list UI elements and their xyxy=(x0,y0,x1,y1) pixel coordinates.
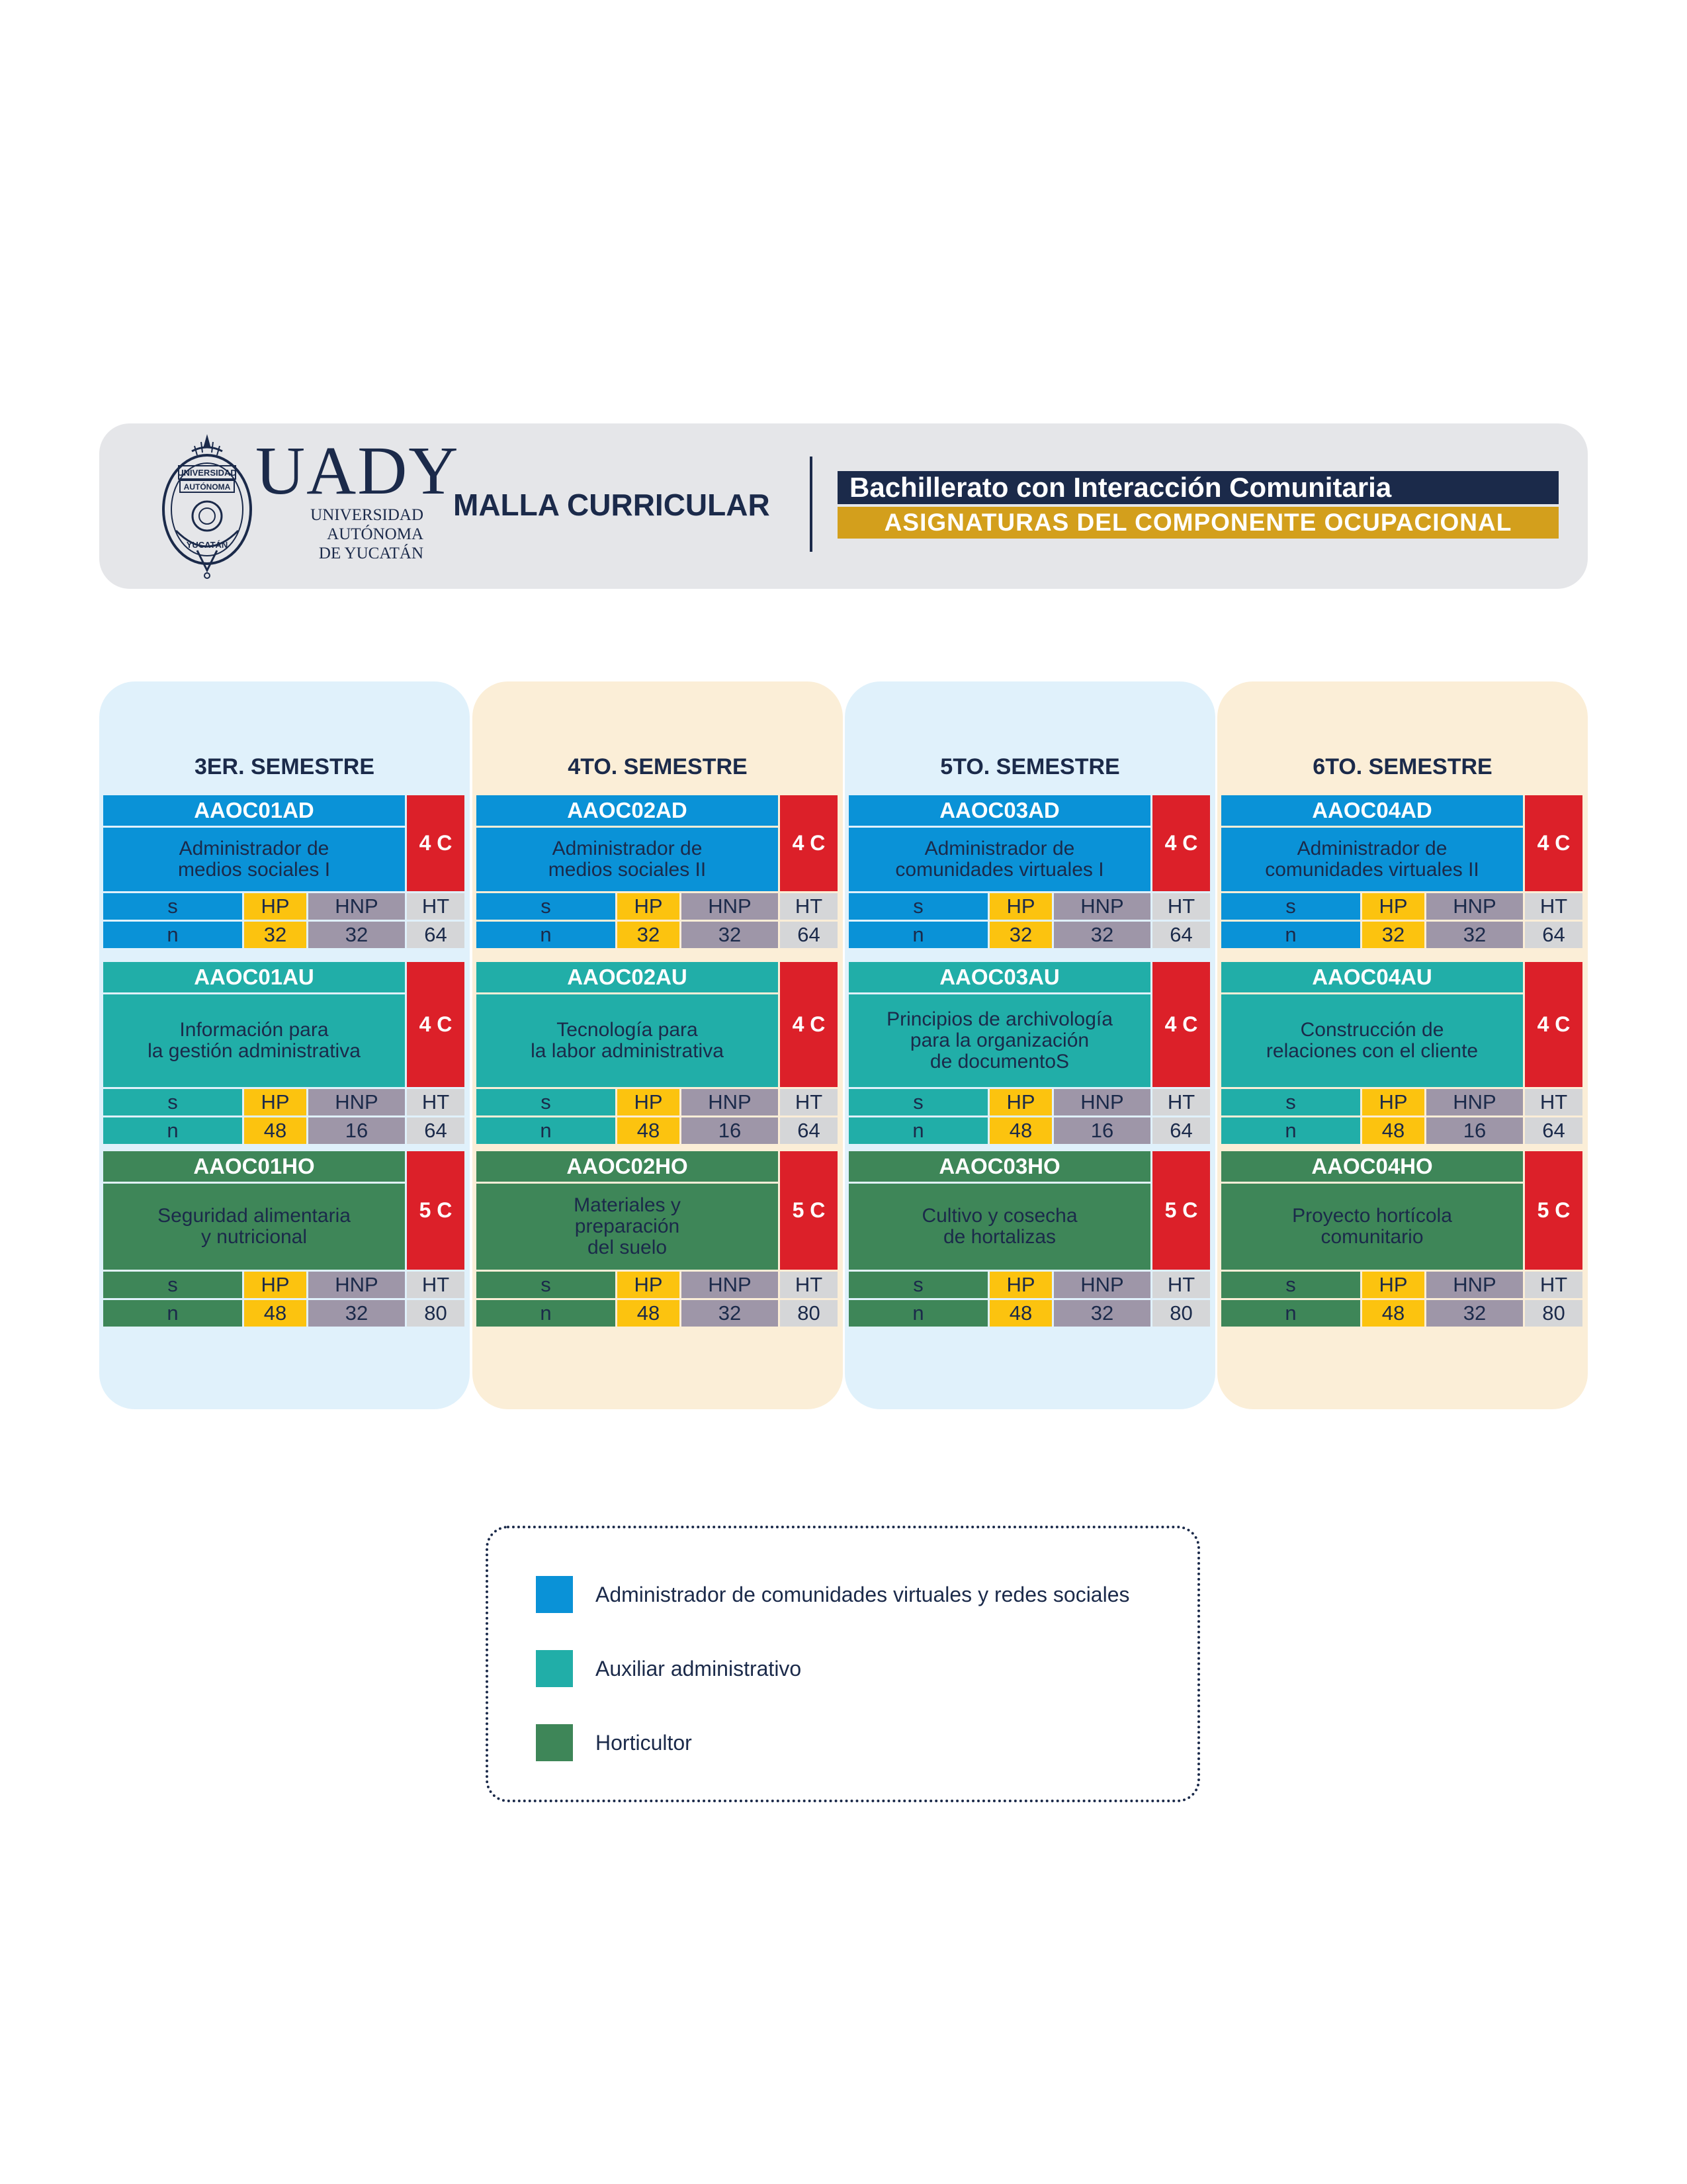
course-name-line: Administrador de xyxy=(924,838,1075,859)
label-n: n xyxy=(849,1117,988,1144)
course-name-text xyxy=(887,1009,1113,1072)
course-card-auxiliar xyxy=(1221,962,1582,1144)
course-name-line: Seguridad alimentaria xyxy=(157,1205,351,1227)
label-hp: HP xyxy=(244,1272,306,1298)
course-name xyxy=(1221,828,1523,891)
semester-column xyxy=(99,681,470,1409)
semester-title: 5TO. SEMESTRE xyxy=(940,754,1120,779)
hours-value-row xyxy=(849,1300,1210,1327)
label-hp: HP xyxy=(1362,893,1424,920)
ht-value: 64 xyxy=(407,922,464,948)
course-code: AAOC02AD xyxy=(476,795,778,826)
program-title: Bachillerato con Interacción Comunitaria xyxy=(838,471,1559,504)
label-hnp: HNP xyxy=(1426,1089,1523,1115)
hp-value: 32 xyxy=(244,922,306,948)
credits-badge: 5 C xyxy=(780,1151,838,1270)
label-n: n xyxy=(1221,1117,1360,1144)
label-s: s xyxy=(849,1272,988,1298)
label-ht: HT xyxy=(1152,893,1210,920)
hp-value: 48 xyxy=(1362,1117,1424,1144)
course-name xyxy=(849,1184,1150,1270)
credits-badge: 5 C xyxy=(407,1151,464,1270)
hours-value-row xyxy=(849,1117,1210,1144)
hp-value: 48 xyxy=(617,1117,679,1144)
hnp-value: 32 xyxy=(308,922,405,948)
credits-badge: 4 C xyxy=(1525,795,1582,891)
ht-value: 64 xyxy=(780,1117,838,1144)
hours-value-row xyxy=(476,922,838,948)
course-name-line: comunitario xyxy=(1320,1226,1424,1248)
hp-value: 48 xyxy=(244,1117,306,1144)
label-hp: HP xyxy=(244,893,306,920)
course-name xyxy=(103,994,405,1087)
hnp-value: 32 xyxy=(1426,1300,1523,1327)
course-card-auxiliar xyxy=(103,962,464,1144)
label-ht: HT xyxy=(1525,1089,1582,1115)
label-n: n xyxy=(476,1117,615,1144)
label-n: n xyxy=(103,1117,242,1144)
semester-title: 6TO. SEMESTRE xyxy=(1313,754,1492,779)
label-s: s xyxy=(1221,1089,1360,1115)
course-name xyxy=(1221,1184,1523,1270)
course-card-horticultor xyxy=(1221,1151,1582,1327)
course-name-line: y nutricional xyxy=(200,1226,308,1248)
label-s: s xyxy=(476,1272,615,1298)
hnp-value: 32 xyxy=(308,1300,405,1327)
course-card-auxiliar xyxy=(849,962,1210,1144)
hours-header-row xyxy=(849,1089,1210,1115)
course-code: AAOC01AD xyxy=(103,795,405,826)
ht-value: 64 xyxy=(1525,1117,1582,1144)
hp-value: 48 xyxy=(990,1300,1052,1327)
course-name-line: Administrador de xyxy=(179,838,329,859)
course-name-line: medios sociales II xyxy=(548,859,707,881)
ht-value: 64 xyxy=(780,922,838,948)
credits-badge: 4 C xyxy=(1152,962,1210,1087)
course-code: AAOC04AD xyxy=(1221,795,1523,826)
course-name-text xyxy=(1292,1205,1452,1248)
credits-badge: 4 C xyxy=(1525,962,1582,1087)
course-name-text xyxy=(157,1205,351,1248)
label-hnp: HNP xyxy=(1054,1089,1150,1115)
label-n: n xyxy=(103,922,242,948)
semester-column xyxy=(845,681,1215,1409)
hours-value-row xyxy=(1221,1300,1582,1327)
label-hnp: HNP xyxy=(681,1272,778,1298)
hnp-value: 32 xyxy=(681,922,778,948)
logo-wordmark: UADY xyxy=(255,433,460,509)
hours-value-row xyxy=(103,1300,464,1327)
legend xyxy=(486,1526,1200,1802)
hours-header-row xyxy=(849,893,1210,920)
course-code: AAOC01AU xyxy=(103,962,405,992)
hp-value: 48 xyxy=(1362,1300,1424,1327)
label-s: s xyxy=(476,1089,615,1115)
label-hp: HP xyxy=(1362,1089,1424,1115)
label-ht: HT xyxy=(1525,893,1582,920)
label-hnp: HNP xyxy=(1054,893,1150,920)
label-ht: HT xyxy=(407,1089,464,1115)
label-s: s xyxy=(103,1272,242,1298)
semester-column xyxy=(1217,681,1588,1409)
hours-header-row xyxy=(1221,1089,1582,1115)
course-name-text xyxy=(574,1195,681,1258)
legend-swatch xyxy=(536,1650,573,1687)
course-name-line: preparación xyxy=(574,1215,680,1237)
course-card-administrador xyxy=(1221,795,1582,948)
course-name-line: Principios de archivología xyxy=(887,1008,1113,1030)
course-name-line: Administrador de xyxy=(552,838,703,859)
label-ht: HT xyxy=(407,1272,464,1298)
course-name-line: comunidades virtuales II xyxy=(1265,859,1479,881)
legend-swatch xyxy=(536,1724,573,1761)
label-n: n xyxy=(1221,1300,1360,1327)
course-name-text xyxy=(531,1020,724,1062)
course-card-auxiliar xyxy=(476,962,838,1144)
label-hnp: HNP xyxy=(1054,1272,1150,1298)
course-code: AAOC04AU xyxy=(1221,962,1523,992)
hp-value: 48 xyxy=(990,1117,1052,1144)
label-ht: HT xyxy=(1525,1272,1582,1298)
course-code: AAOC03HO xyxy=(849,1151,1150,1182)
hnp-value: 32 xyxy=(1054,1300,1150,1327)
semester-column xyxy=(472,681,843,1409)
course-name xyxy=(849,994,1150,1087)
credits-badge: 4 C xyxy=(407,962,464,1087)
label-hp: HP xyxy=(990,893,1052,920)
ht-value: 80 xyxy=(780,1300,838,1327)
label-s: s xyxy=(1221,1272,1360,1298)
university-line: DE YUCATÁN xyxy=(318,545,423,562)
hp-value: 48 xyxy=(617,1300,679,1327)
hours-header-row xyxy=(103,1272,464,1298)
label-hnp: HNP xyxy=(681,1089,778,1115)
hours-header-row xyxy=(476,1089,838,1115)
course-name-line: Construcción de xyxy=(1300,1019,1444,1041)
credits-badge: 5 C xyxy=(1525,1151,1582,1270)
hours-value-row xyxy=(103,1117,464,1144)
label-hnp: HNP xyxy=(308,1089,405,1115)
hours-header-row xyxy=(476,1272,838,1298)
course-name-line: de hortalizas xyxy=(943,1226,1057,1248)
course-card-administrador xyxy=(849,795,1210,948)
label-hnp: HNP xyxy=(1426,893,1523,920)
course-code: AAOC02HO xyxy=(476,1151,778,1182)
hnp-value: 32 xyxy=(1426,922,1523,948)
course-card-horticultor xyxy=(849,1151,1210,1327)
hnp-value: 16 xyxy=(308,1117,405,1144)
course-code: AAOC02AU xyxy=(476,962,778,992)
hours-value-row xyxy=(476,1117,838,1144)
label-n: n xyxy=(849,1300,988,1327)
credits-badge: 4 C xyxy=(407,795,464,891)
hours-value-row xyxy=(1221,922,1582,948)
course-name-line: Tecnología para xyxy=(556,1019,698,1041)
program-subtitle: ASIGNATURAS DEL COMPONENTE OCUPACIONAL xyxy=(838,507,1559,539)
ht-value: 64 xyxy=(1152,922,1210,948)
university-line: AUTÓNOMA xyxy=(327,525,423,543)
hours-header-row xyxy=(1221,1272,1582,1298)
legend-label: Horticultor xyxy=(595,1731,692,1755)
ht-value: 64 xyxy=(1152,1117,1210,1144)
label-hnp: HNP xyxy=(1426,1272,1523,1298)
course-name-text xyxy=(178,838,330,881)
university-line: UNIVERSIDAD xyxy=(310,506,423,524)
course-name xyxy=(849,828,1150,891)
label-s: s xyxy=(1221,893,1360,920)
label-hp: HP xyxy=(244,1089,306,1115)
legend-label: Auxiliar administrativo xyxy=(595,1657,802,1681)
label-s: s xyxy=(476,893,615,920)
seal-word-yucatan: YUCATÁN xyxy=(186,540,228,550)
hnp-value: 16 xyxy=(681,1117,778,1144)
label-ht: HT xyxy=(1152,1089,1210,1115)
course-code: AAOC03AD xyxy=(849,795,1150,826)
hp-value: 48 xyxy=(244,1300,306,1327)
course-code: AAOC04HO xyxy=(1221,1151,1523,1182)
course-name-line: Información para xyxy=(179,1019,329,1041)
header-banner xyxy=(99,423,1588,589)
label-n: n xyxy=(849,922,988,948)
hp-value: 32 xyxy=(617,922,679,948)
label-n: n xyxy=(103,1300,242,1327)
course-name xyxy=(103,1184,405,1270)
ht-value: 80 xyxy=(407,1300,464,1327)
label-hp: HP xyxy=(1362,1272,1424,1298)
course-name-line: Administrador de xyxy=(1297,838,1448,859)
hours-header-row xyxy=(849,1272,1210,1298)
course-name-text xyxy=(548,838,706,881)
label-hnp: HNP xyxy=(308,893,405,920)
seal-word-universidad: UNIVERSIDAD xyxy=(177,468,237,478)
course-name-line: de documentoS xyxy=(930,1051,1070,1072)
label-s: s xyxy=(103,1089,242,1115)
course-card-administrador xyxy=(103,795,464,948)
hnp-value: 16 xyxy=(1054,1117,1150,1144)
course-name-line: para la organización xyxy=(910,1029,1090,1051)
label-hnp: HNP xyxy=(308,1272,405,1298)
hours-value-row xyxy=(476,1300,838,1327)
course-code: AAOC01HO xyxy=(103,1151,405,1182)
label-ht: HT xyxy=(780,1089,838,1115)
course-card-horticultor xyxy=(476,1151,838,1327)
credits-badge: 5 C xyxy=(1152,1151,1210,1270)
course-name-line: Proyecto hortícola xyxy=(1292,1205,1452,1227)
course-name-line: la gestión administrativa xyxy=(148,1040,361,1062)
hours-header-row xyxy=(103,1089,464,1115)
label-ht: HT xyxy=(407,893,464,920)
course-card-administrador xyxy=(476,795,838,948)
label-hp: HP xyxy=(617,893,679,920)
course-name xyxy=(476,994,778,1087)
university-name xyxy=(251,505,423,563)
course-name-line: relaciones con el cliente xyxy=(1266,1040,1479,1062)
label-s: s xyxy=(849,1089,988,1115)
seal-word-autonoma: AUTÓNOMA xyxy=(183,482,231,492)
hours-header-row xyxy=(476,893,838,920)
course-name-line: Materiales y xyxy=(574,1194,681,1216)
label-s: s xyxy=(849,893,988,920)
hours-value-row xyxy=(1221,1117,1582,1144)
label-hp: HP xyxy=(990,1089,1052,1115)
credits-badge: 4 C xyxy=(780,962,838,1087)
course-name-text xyxy=(922,1205,1077,1248)
semester-title: 4TO. SEMESTRE xyxy=(568,754,748,779)
course-name xyxy=(1221,994,1523,1087)
hours-header-row xyxy=(1221,893,1582,920)
hp-value: 32 xyxy=(1362,922,1424,948)
course-name-text xyxy=(895,838,1103,881)
course-name xyxy=(476,1184,778,1270)
university-seal-logo xyxy=(157,431,257,581)
label-n: n xyxy=(476,922,615,948)
hnp-value: 32 xyxy=(681,1300,778,1327)
hnp-value: 16 xyxy=(1426,1117,1523,1144)
course-card-horticultor xyxy=(103,1151,464,1327)
label-hnp: HNP xyxy=(681,893,778,920)
hours-value-row xyxy=(849,922,1210,948)
course-name-text xyxy=(148,1020,361,1062)
legend-swatch xyxy=(536,1576,573,1613)
credits-badge: 4 C xyxy=(780,795,838,891)
hp-value: 32 xyxy=(990,922,1052,948)
course-name-text xyxy=(1266,1020,1478,1062)
course-name-line: comunidades virtuales I xyxy=(895,859,1104,881)
label-n: n xyxy=(1221,922,1360,948)
legend-label: Administrador de comunidades virtuales y redes sociales xyxy=(595,1583,1130,1606)
hnp-value: 32 xyxy=(1054,922,1150,948)
header-divider xyxy=(810,457,812,552)
course-name-text xyxy=(1265,838,1479,881)
hours-value-row xyxy=(103,922,464,948)
label-n: n xyxy=(476,1300,615,1327)
label-hp: HP xyxy=(617,1089,679,1115)
label-ht: HT xyxy=(1152,1272,1210,1298)
course-name-line: Cultivo y cosecha xyxy=(922,1205,1078,1227)
course-name xyxy=(103,828,405,891)
course-code: AAOC03AU xyxy=(849,962,1150,992)
hours-header-row xyxy=(103,893,464,920)
ht-value: 64 xyxy=(407,1117,464,1144)
page-title: MALLA CURRICULAR xyxy=(453,488,770,522)
label-s: s xyxy=(103,893,242,920)
ht-value: 64 xyxy=(1525,922,1582,948)
course-name xyxy=(476,828,778,891)
label-ht: HT xyxy=(780,1272,838,1298)
course-name-line: medios sociales I xyxy=(177,859,331,881)
ht-value: 80 xyxy=(1525,1300,1582,1327)
semester-title: 3ER. SEMESTRE xyxy=(194,754,375,779)
label-ht: HT xyxy=(780,893,838,920)
course-name-line: la labor administrativa xyxy=(531,1040,724,1062)
credits-badge: 4 C xyxy=(1152,795,1210,891)
label-hp: HP xyxy=(990,1272,1052,1298)
label-hp: HP xyxy=(617,1272,679,1298)
course-name-line: del suelo xyxy=(587,1237,668,1258)
ht-value: 80 xyxy=(1152,1300,1210,1327)
